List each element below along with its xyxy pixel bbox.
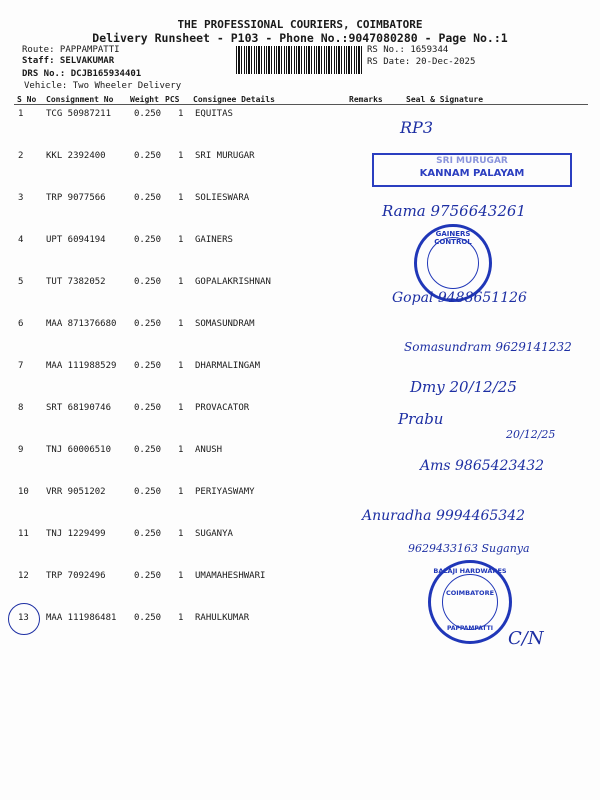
row-sno: 4	[18, 235, 24, 245]
row-weight: 0.250	[134, 235, 162, 245]
row-weight: 0.250	[134, 445, 162, 455]
row-pcs: 1	[178, 613, 184, 623]
row-weight: 0.250	[134, 361, 162, 371]
route-label: Route: PAPPAMPATTI	[22, 45, 120, 55]
signature-row-1: RP3	[400, 118, 433, 137]
stamp-line2: KANNAM PALAYAM	[419, 168, 525, 179]
row-sno: 9	[18, 445, 24, 455]
row-consignment: TNJ 60006510	[46, 445, 112, 455]
signature-row-7: Dmy 20/12/25	[410, 378, 517, 396]
row-consignment: TCG 50987211	[46, 109, 112, 119]
row-sno: 1	[18, 109, 24, 119]
signature-row-5: Gopal 9488651126	[392, 290, 527, 306]
row-consignment: VRR 9051202	[46, 487, 106, 497]
row-consignee: SRI MURUGAR	[195, 151, 255, 161]
row-pcs: 1	[178, 529, 184, 539]
row-weight: 0.250	[134, 613, 162, 623]
signature-row-8: Prabu	[398, 410, 444, 428]
row-consignee: PERIYASWAMY	[195, 487, 255, 497]
row-consignee: SOLIESWARA	[195, 193, 250, 203]
col-sno: S No	[17, 95, 37, 104]
row-consignee: GOPALAKRISHNAN	[195, 277, 271, 287]
row-sno: 3	[18, 193, 24, 203]
header-rule	[14, 104, 588, 105]
row-pcs: 1	[178, 571, 184, 581]
row-sno: 7	[18, 361, 24, 371]
staff-label: Staff: SELVAKUMAR	[22, 56, 115, 66]
signature-row-9: Ams 9865423432	[420, 458, 545, 474]
row-consignment: SRT 68190746	[46, 403, 112, 413]
row-consignment: UPT 6094194	[46, 235, 106, 245]
balaji-round-stamp	[428, 560, 512, 644]
col-pcs: PCS	[165, 95, 180, 104]
col-remarks: Remarks	[349, 95, 383, 104]
signature-row-6: Somasundram 9629141232	[404, 340, 572, 354]
rs-date: RS Date: 20-Dec-2025	[367, 57, 476, 67]
row-pcs: 1	[178, 403, 184, 413]
sno-13-circle-mark	[8, 603, 40, 635]
row-consignment: MAA 111986481	[46, 613, 117, 623]
balaji-stamp-name: BALAJI HARDWARES	[433, 567, 507, 575]
rs-number: RS No.: 1659344	[367, 45, 449, 55]
row-weight: 0.250	[134, 319, 162, 329]
row-consignee: DHARMALINGAM	[195, 361, 261, 371]
row-consignee: EQUITAS	[195, 109, 233, 119]
sri-murugar-stamp	[372, 153, 572, 187]
row-pcs: 1	[178, 319, 184, 329]
row-sno: 10	[18, 487, 29, 497]
row-weight: 0.250	[134, 277, 162, 287]
row-consignment: MAA 871376680	[46, 319, 117, 329]
row-consignment: TNJ 1229499	[46, 529, 106, 539]
row-sno: 13	[18, 613, 29, 623]
signature-row-10: Anuradha 9994465342	[362, 508, 526, 524]
row-consignment: TRP 7092496	[46, 571, 106, 581]
runsheet-title: Delivery Runsheet - P103 - Phone No.:9047080280 - Page No.:1	[92, 31, 508, 45]
balaji-stamp-place: PAPPAMPATTI	[447, 625, 493, 632]
col-weight: Weight	[130, 95, 159, 104]
row-weight: 0.250	[134, 571, 162, 581]
row-weight: 0.250	[134, 529, 162, 539]
row-pcs: 1	[178, 487, 184, 497]
row-sno: 6	[18, 319, 24, 329]
row-consignee: SOMASUNDRAM	[195, 319, 255, 329]
row-weight: 0.250	[134, 151, 162, 161]
row-consignment: TUT 7382052	[46, 277, 106, 287]
row-sno: 8	[18, 403, 24, 413]
row-sno: 5	[18, 277, 24, 287]
row-consignee: UMAMAHESHWARI	[195, 571, 266, 581]
col-consignee: Consignee Details	[193, 95, 275, 104]
row-pcs: 1	[178, 445, 184, 455]
row-sno: 11	[18, 529, 29, 539]
signature-row-11: 9629433163 Suganya	[408, 542, 530, 555]
row-consignee: SUGANYA	[195, 529, 233, 539]
signature-row-3: Rama 9756643261	[382, 202, 526, 220]
row-pcs: 1	[178, 235, 184, 245]
balaji-stamp-city: COIMBATORE	[445, 589, 495, 597]
gainers-stamp-text: GAINERS CONTROL	[434, 230, 472, 246]
note-row-13: C/N	[508, 628, 544, 649]
row-consignment: KKL 2392400	[46, 151, 106, 161]
row-weight: 0.250	[134, 403, 162, 413]
row-weight: 0.250	[134, 193, 162, 203]
drs-label: DRS No.: DCJB165934401	[22, 69, 142, 79]
company-title: THE PROFESSIONAL COURIERS, COIMBATORE	[177, 18, 423, 31]
row-consignee: GAINERS	[195, 235, 233, 245]
stamp-inner-ring	[442, 574, 498, 630]
stamp-line1: SRI MURUGAR	[436, 156, 508, 166]
row-consignment: TRP 9077566	[46, 193, 106, 203]
row-consignee: PROVACATOR	[195, 403, 250, 413]
row-pcs: 1	[178, 193, 184, 203]
row-consignee: RAHULKUMAR	[195, 613, 250, 623]
date-row-8: 20/12/25	[506, 428, 556, 441]
row-pcs: 1	[178, 151, 184, 161]
col-consignment: Consignment No	[46, 95, 114, 104]
row-weight: 0.250	[134, 109, 162, 119]
row-pcs: 1	[178, 277, 184, 287]
row-sno: 2	[18, 151, 24, 161]
row-pcs: 1	[178, 109, 184, 119]
row-pcs: 1	[178, 361, 184, 371]
row-sno: 12	[18, 571, 29, 581]
vehicle-label: Vehicle: Two Wheeler Delivery	[24, 81, 182, 91]
col-seal: Seal & Signature	[406, 95, 484, 104]
barcode	[236, 46, 362, 74]
row-weight: 0.250	[134, 487, 162, 497]
row-consignment: MAA 111988529	[46, 361, 117, 371]
row-consignee: ANUSH	[195, 445, 223, 455]
